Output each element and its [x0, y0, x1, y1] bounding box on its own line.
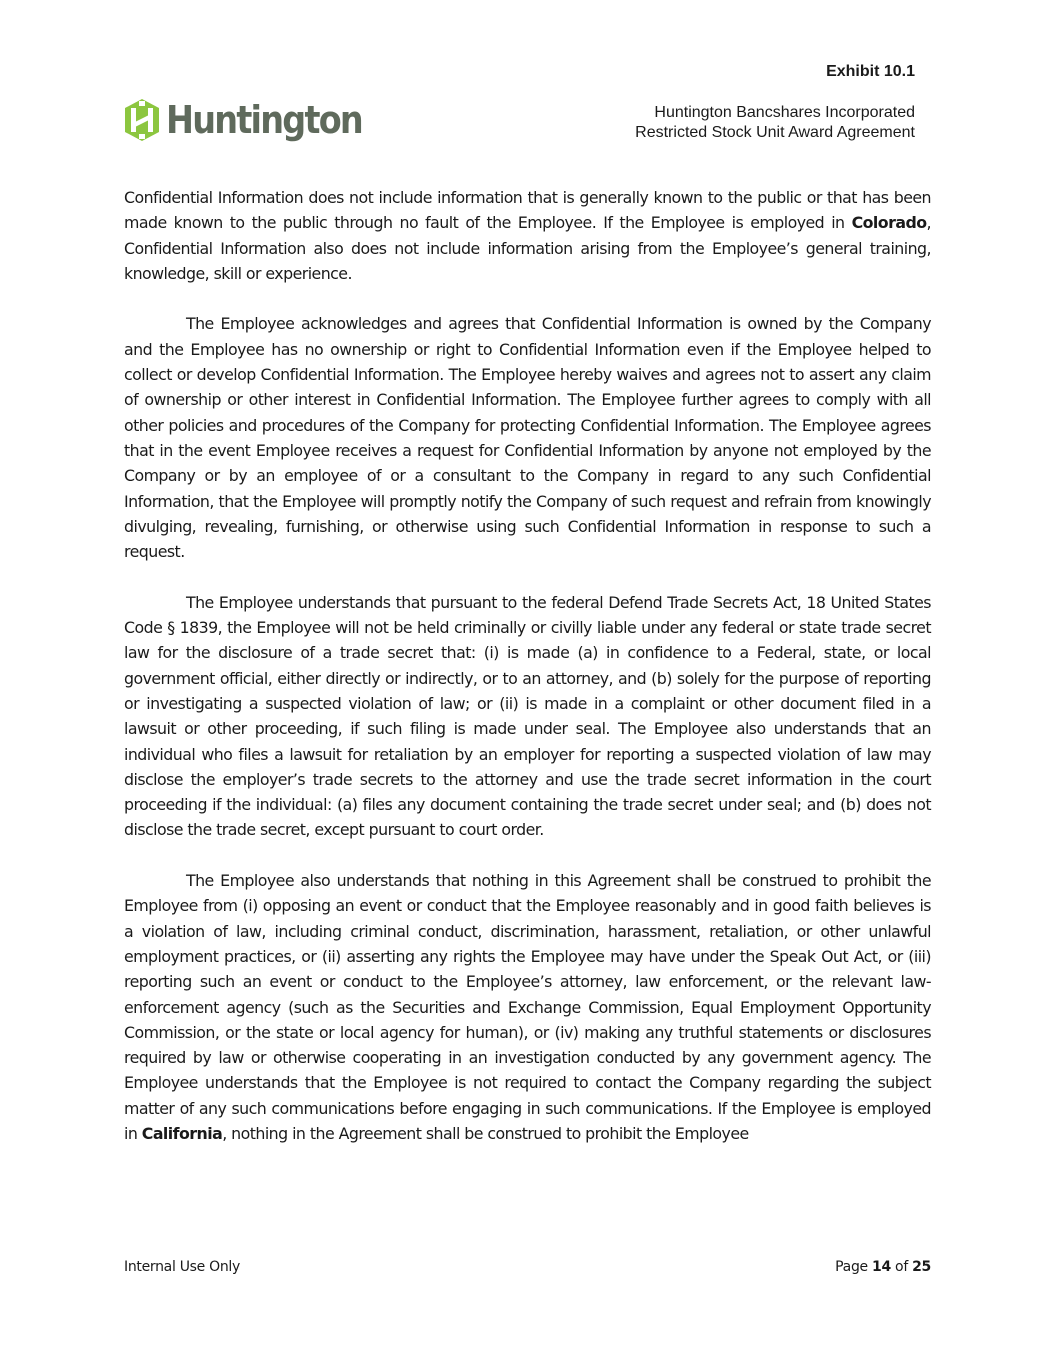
paragraph-text: The Employee also understands that nothing in this Agreement shall be construed to prohibit the Employee from (i) opposing an event or conduct that the Employee reasonably and in good faith believes is a violation of law, including criminal conduct, discrimination, harassment, retaliation, or other unlawful employment practices, or (ii) asserting any rights the Employee may have under the Speak Out Act, or (iii) reporting such an event or conduct to the Employee’s attorney, law enforcement, or the relevant law-enforcement agency (such as the Securities and Exchange Commission, Equal Employment Opportunity Commission, or the state or local agency for human), or (iv) making any truthful statements or disclosures required by law or otherwise cooperating in an investigation conducted by any government agency. The Employee understands that the Employee is not required to contact the Company regarding the subject matter of any such communications before engaging in such communications. If the Employee is employed in — [124, 871, 931, 1143]
company-name: Huntington Bancshares Incorporated — [654, 104, 915, 121]
page-prefix: Page — [835, 1259, 873, 1275]
document-body — [124, 185, 931, 1172]
page-of: of — [890, 1259, 913, 1275]
page-footer — [124, 1259, 931, 1275]
footer-classification: Internal Use Only — [124, 1259, 240, 1275]
paragraph-defend-trade-secrets: The Employee understands that pursuant to the federal Defend Trade Secrets Act, 18 United States Code § 1839, the Employee will not be held criminally or civilly liable under any federal or state trade secret law for the disclosure of a trade secret that: (i) is made (a) in confidence to a Federal, state, or local government official, either directly or indirectly, or to an attorney, and (b) solely for the purpose of reporting or investigating a suspected violation of law; or (ii) is made in a complaint or other document filed in a lawsuit or other proceeding, if such filing is made under seal. The Employee also understands that an individual who files a lawsuit for retaliation by an employer for reporting a suspected violation of law may disclose the employer’s trade secrets to the attorney and use the trade secret information in the court proceeding if the individual: (a) files any document containing the trade secret under seal; and (b) does not disclose the trade secret, except pursuant to court order. — [124, 592, 931, 840]
logo-wordmark: Huntington — [166, 98, 362, 142]
page-current: 14 — [872, 1259, 891, 1275]
agreement-title: Restricted Stock Unit Award Agreement — [635, 124, 915, 141]
page-total: 25 — [912, 1259, 931, 1275]
state-colorado: Colorado — [851, 213, 927, 233]
state-california: California — [141, 1123, 223, 1143]
paragraph-text: , Confidential Information also does not include information arising from the Employee’s general training, knowledge, skill or experience. — [124, 213, 931, 283]
exhibit-label: Exhibit 10.1 — [826, 63, 915, 80]
company-logo — [122, 98, 389, 142]
paragraph-confidential-exclusions — [124, 185, 931, 286]
document-title-block — [635, 103, 915, 143]
paragraph-text: Confidential Information does not include information that is generally known to the public or that has been made known to the public through no fault of the Employee. If the Employee is employed in — [124, 188, 931, 233]
page-number — [835, 1259, 931, 1275]
paragraph-ownership: The Employee acknowledges and agrees that Confidential Information is owned by the Company and the Employee has no ownership or right to Confidential Information even if the Employee helped to collect or develop Confidential Information. The Employee hereby waives and agrees not to assert any claim of ownership or other interest in Confidential Information. The Employee further agrees to comply with all other policies and procedures of the Company for protecting Confidential Information. The Employee agrees that in the event Employee receives a request for Confidential Information by anyone not employed by the Company or by an employee of or a consultant to the Company in regard to any such Confidential Information, that the Employee will promptly notify the Company of such request and refrain from knowingly divulging, revealing, furnishing, or otherwise using such Confidential Information in response to such a request. — [124, 314, 931, 562]
paragraph-text: , nothing in the Agreement shall be construed to prohibit the Employee — [222, 1123, 749, 1143]
paragraph-protected-activity — [124, 868, 931, 1146]
huntington-logo-icon — [122, 98, 162, 142]
